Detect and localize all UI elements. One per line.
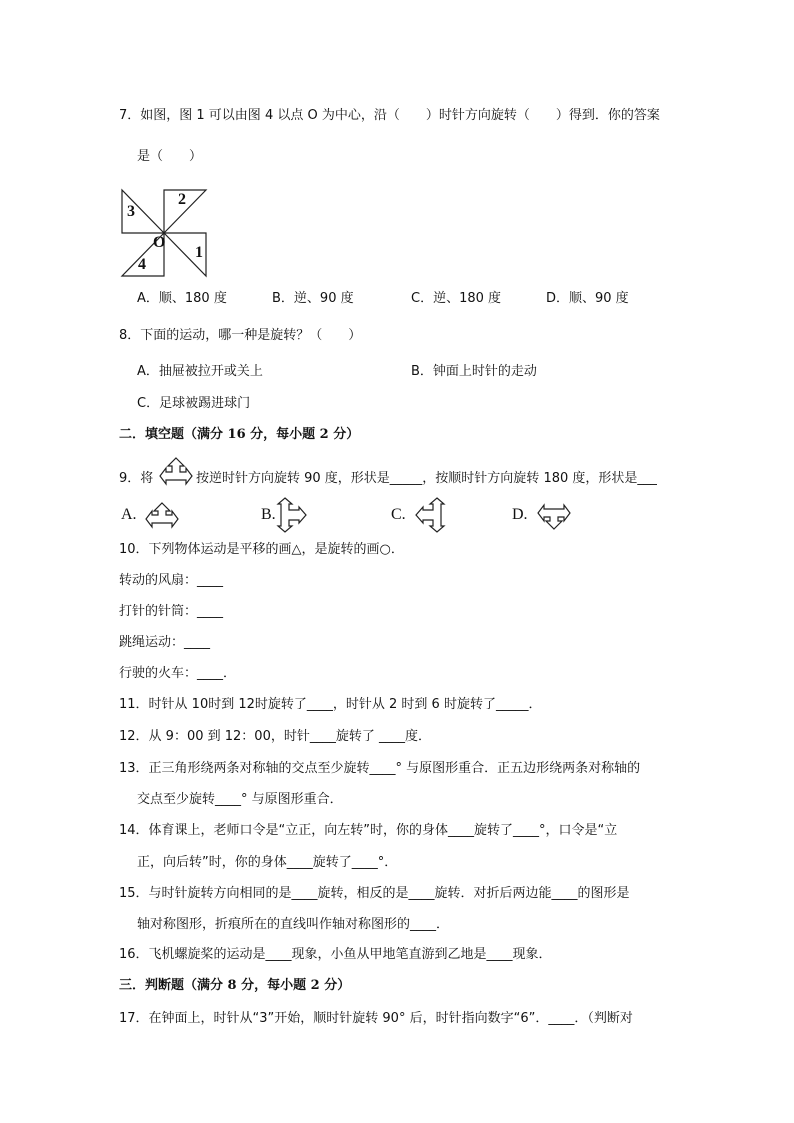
- q13-line2: 交点至少旋转____° 与原图形重合．: [137, 792, 343, 807]
- fig-label-1: 1: [195, 244, 203, 261]
- q7-option-d[interactable]: D．顺、90 度: [546, 291, 629, 306]
- q8-option-b[interactable]: B．钟面上时针的走动: [411, 364, 537, 379]
- q9-option-a-shape-icon: [145, 502, 179, 530]
- q7-option-b[interactable]: B．逆、90 度: [272, 291, 354, 306]
- q8-option-c[interactable]: C．足球被踢进球门: [137, 396, 251, 411]
- section-3-title: 三．判断题（满分 8 分，每小题 2 分）: [119, 978, 351, 993]
- q14-line1: 14．体育课上，老师口令是“立正，向左转”时，你的身体____旋转了____°，口令是“立: [119, 823, 618, 838]
- q15-line1: 15．与时针旋转方向相同的是____旋转，相反的是____旋转．对折后两边能____的图形是: [119, 886, 630, 901]
- fig-label-4: 4: [138, 256, 146, 273]
- fig-label-2: 2: [178, 191, 186, 208]
- q9-option-b-letter[interactable]: B.: [261, 506, 276, 523]
- q10-item-fan: 转动的风扇：____: [119, 573, 224, 588]
- q10-stem: 10．下列物体运动是平移的画△，是旋转的画○．: [119, 542, 404, 557]
- q9-rest: 按逆时针方向旋转 90 度，形状是_____，按顺时针方向旋转 180 度，形状是___: [196, 471, 657, 486]
- q9-option-b-shape-icon: [277, 497, 307, 533]
- q7-pinwheel-figure: [118, 186, 210, 276]
- q14-line2: 正，向后转”时，你的身体____旋转了____°．: [137, 855, 398, 870]
- fig-label-o: O: [153, 234, 166, 251]
- q8-option-a[interactable]: A．抽屉被拉开或关上: [137, 364, 263, 379]
- q9-option-a-letter[interactable]: A.: [121, 506, 137, 523]
- q7-option-a[interactable]: A．顺、180 度: [137, 291, 227, 306]
- q9-option-c-shape-icon: [415, 497, 445, 533]
- q9-option-d-letter[interactable]: D.: [512, 506, 528, 523]
- q8-stem: 8．下面的运动，哪一种是旋转？（ ）: [119, 328, 362, 343]
- q13-line1: 13．正三角形绕两条对称轴的交点至少旋转____° 与原图形重合．正五边形绕两条对称轴的: [119, 761, 641, 776]
- q9-option-d-shape-icon: [537, 502, 571, 530]
- q17-text: 17．在钟面上，时针从“3”开始，顺时针旋转 90° 后，时针指向数字“6”．____．（判断对: [119, 1011, 633, 1026]
- q7-line2: 是（ ）: [137, 149, 203, 164]
- q9-prefix: 9．将: [119, 471, 154, 486]
- q12-text: 12．从 9：00 到 12：00，时针____旋转了 ____度．: [119, 729, 431, 744]
- q11-text: 11．时针从 10时到 12时旋转了____，时针从 2 时到 6 时旋转了_____．: [119, 697, 542, 712]
- q9-arrow-shape-icon: [159, 457, 193, 487]
- q7-option-c[interactable]: C．逆、180 度: [411, 291, 502, 306]
- section-2-title: 二．填空题（满分 16 分，每小题 2 分）: [119, 427, 360, 442]
- q7-line1: 7．如图，图 1 可以由图 4 以点 O 为中心，沿（ ）时针方向旋转（ ）得到．你的答案: [119, 108, 660, 123]
- q9-option-c-letter[interactable]: C.: [391, 506, 406, 523]
- q15-line2: 轴对称图形，折痕所在的直线叫作轴对称图形的____．: [137, 917, 450, 932]
- q10-item-rope: 跳绳运动：____: [119, 635, 211, 650]
- pinwheel-drawing: [118, 186, 210, 276]
- q10-item-train: 行驶的火车：____．: [119, 666, 237, 681]
- fig-label-3: 3: [127, 203, 135, 220]
- q16-text: 16．飞机螺旋桨的运动是____现象，小鱼从甲地笔直游到乙地是____现象．: [119, 947, 552, 962]
- q10-item-syringe: 打针的针筒：____: [119, 604, 224, 619]
